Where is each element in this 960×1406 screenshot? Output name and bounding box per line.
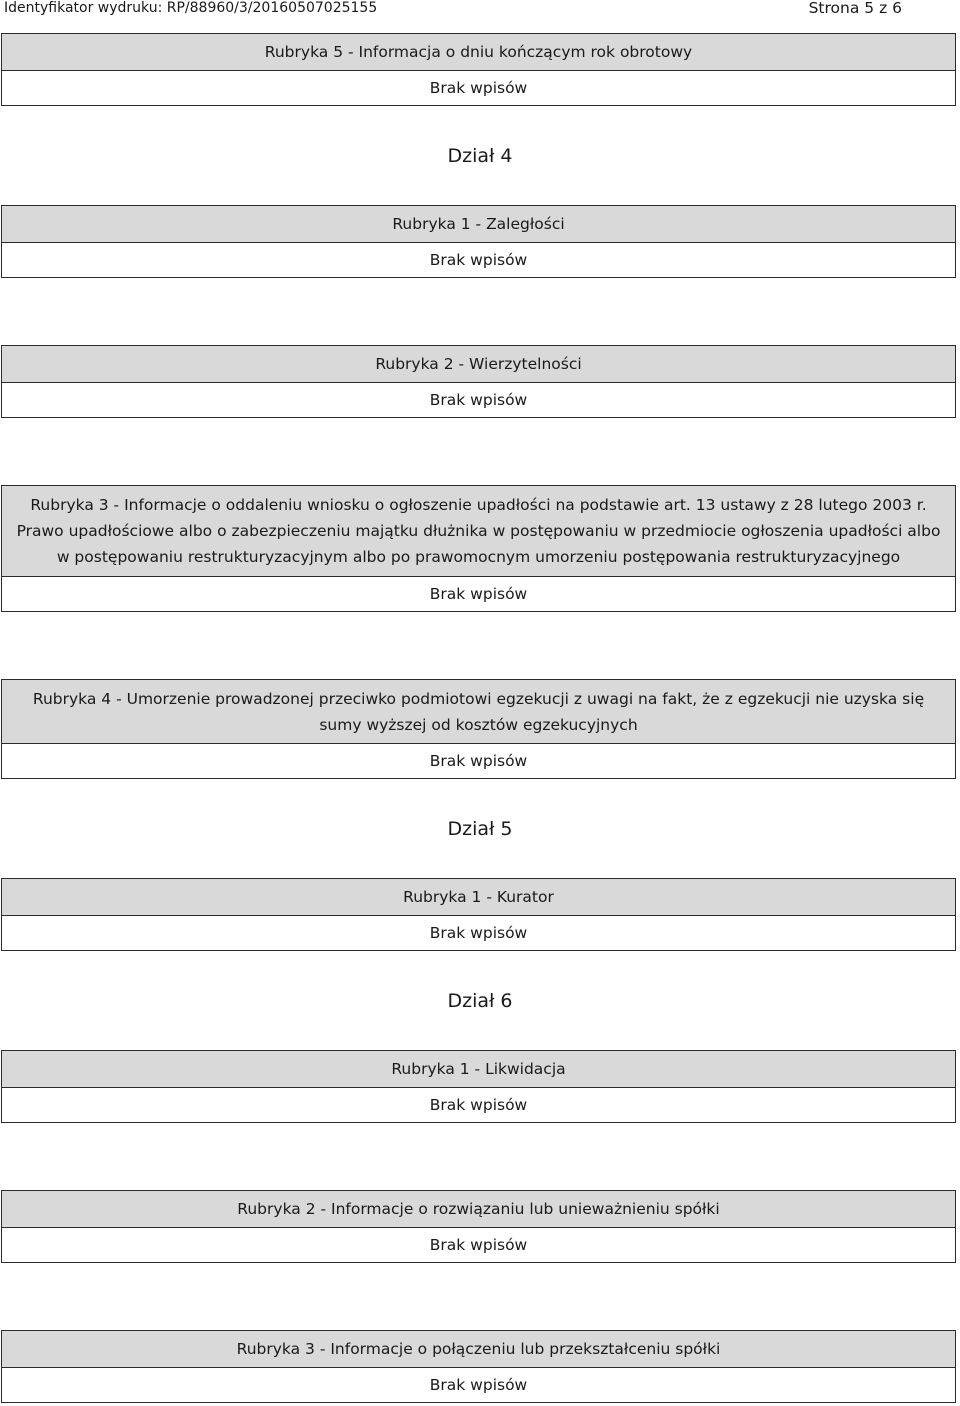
rubric-block [1,485,956,612]
rubric-content: Brak wpisów [2,1088,955,1122]
rubric-block [1,33,956,106]
rubric-title: Rubryka 4 - Umorzenie prowadzonej przeciwko podmiotowi egzekucji z uwagi na fakt, że z egzekucji nie uzyska się sumy wyższej od kosztów egzekucyjnych [2,680,955,744]
rubric-title: Rubryka 1 - Zaległości [2,206,955,243]
rubric-content: Brak wpisów [2,1228,955,1262]
rubric-title: Rubryka 2 - Wierzytelności [2,346,955,383]
rubric-content: Brak wpisów [2,243,955,277]
rubric-content: Brak wpisów [2,1368,955,1402]
rubric-content: Brak wpisów [2,71,955,105]
rubric-block [1,345,956,418]
rubric-title: Rubryka 1 - Likwidacja [2,1051,955,1088]
rubric-block [1,1050,956,1123]
rubric-block [1,679,956,779]
rubric-content: Brak wpisów [2,916,955,950]
section-title-dzial-6: Dział 6 [447,990,513,1012]
rubric-content: Brak wpisów [2,577,955,611]
rubric-title: Rubryka 3 - Informacje o połączeniu lub przekształceniu spółki [2,1331,955,1368]
section-title-dzial-4: Dział 4 [447,145,513,167]
rubric-block [1,205,956,278]
page-number: Strona 5 z 6 [808,0,902,17]
rubric-block [1,878,956,951]
rubric-block [1,1330,956,1403]
print-identifier: Identyfikator wydruku: RP/88960/3/20160507025155 [4,0,378,16]
rubric-title: Rubryka 3 - Informacje o oddaleniu wniosku o ogłoszenie upadłości na podstawie art. 13 ustawy z 28 lutego 2003 r. Prawo upadłościowe albo o zabezpieczeniu majątku dłużnika w postępowaniu w przedmiocie ogłoszenia upadłości albo w postępowaniu restrukturyzacyjnym albo po prawomocnym umorzeniu postępowania restrukturyzacyjnego [2,486,955,577]
rubric-title: Rubryka 1 - Kurator [2,879,955,916]
section-title-dzial-5: Dział 5 [447,818,513,840]
rubric-content: Brak wpisów [2,744,955,778]
rubric-title: Rubryka 2 - Informacje o rozwiązaniu lub unieważnieniu spółki [2,1191,955,1228]
rubric-title: Rubryka 5 - Informacja o dniu kończącym rok obrotowy [2,34,955,71]
rubric-content: Brak wpisów [2,383,955,417]
rubric-block [1,1190,956,1263]
